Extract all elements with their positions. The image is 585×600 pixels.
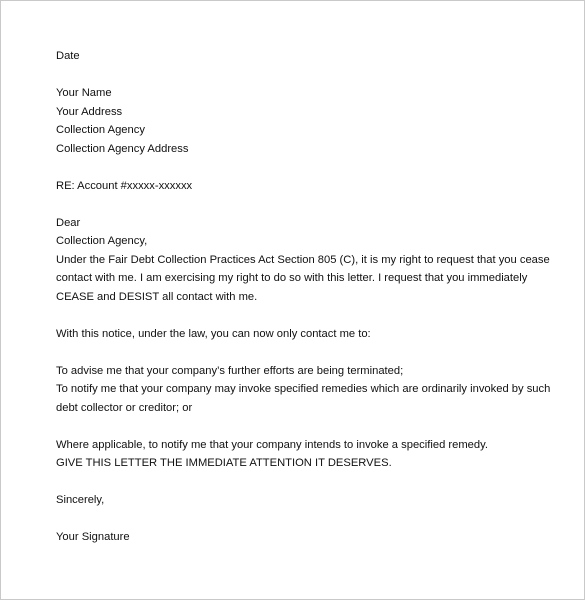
closing-line: Sincerely, [56,494,105,506]
paragraph-3-line-3: debt collector or creditor; or [56,401,193,414]
spacer [56,473,536,492]
paragraph-2: With this notice, under the law, you can now only contact me to: [56,327,371,340]
sender-address: Your Address [56,105,123,118]
spacer [56,66,536,85]
recipient-address: Collection Agency Address [56,142,189,155]
paragraph-1-line-1: Under the Fair Debt Collection Practices Act Section 805 (C), it is my right to request that you cease [56,253,550,266]
spacer [56,343,536,362]
spacer [56,510,536,529]
salutation-dear: Dear [56,216,81,229]
spacer [56,306,536,325]
salutation-agency: Collection Agency, [56,235,148,247]
spacer [56,417,536,436]
spacer [56,195,536,214]
paragraph-3-line-1: To advise me that your company’s further efforts are being terminated; [56,364,404,377]
paragraph-4-line-1: Where applicable, to notify me that your company intends to invoke a specified remedy. [56,438,488,451]
spacer [56,158,536,177]
sender-name: Your Name [56,87,112,99]
letter-body [56,47,551,547]
signature-line: Your Signature [56,531,130,543]
paragraph-3-line-2: To notify me that your company may invoke specified remedies which are ordinarily invoked by such [56,383,551,395]
recipient-agency: Collection Agency [56,124,145,136]
paragraph-1-line-3: CEASE and DESIST all contact with me. [56,290,258,303]
paragraph-4-line-2: GIVE THIS LETTER THE IMMEDIATE ATTENTION IT DESERVES. [56,457,392,469]
re-line: RE: Account #xxxxx-xxxxxx [56,179,193,192]
paragraph-1-line-2: contact with me. I am exercising my right to do so with this letter. I request that you immediately [56,272,528,284]
date-line: Date [56,50,80,62]
